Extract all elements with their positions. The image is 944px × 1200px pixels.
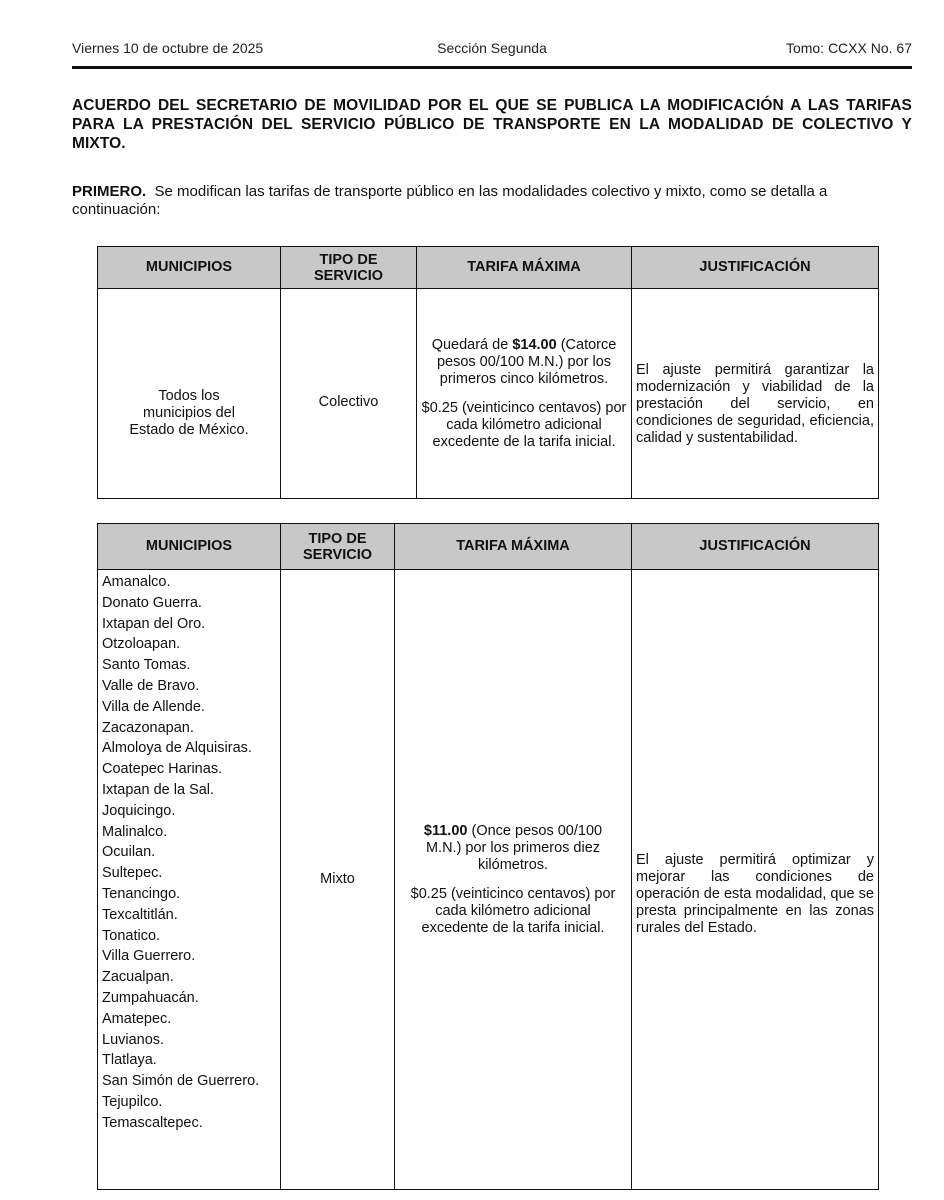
page-header: [72, 40, 912, 62]
cell-justificacion: El ajuste permitirá optimizar y mejorar las condiciones de operación de esta modalidad, que se presta principalmente en las zonas rurales del Estado.: [632, 570, 879, 1190]
article-label: PRIMERO.: [72, 183, 147, 200]
tarifa-adicional: $0.25 (veinticinco centavos) por cada kilómetro adicional excedente de la tarifa inicial.: [421, 399, 627, 450]
list-item: Joquicingo.: [102, 802, 176, 819]
tarifa-detail: (Once pesos 00/100 M.N.) por los primeros diez kilómetros.: [425, 822, 603, 873]
list-item: Ixtapan del Oro.: [102, 615, 206, 632]
list-item: Tejupilco.: [102, 1093, 163, 1110]
col-header-tarifa: TARIFA MÁXIMA: [395, 524, 632, 570]
header-date: Viernes 10 de octubre de 2025: [72, 40, 264, 56]
cell-municipios: Todos los municipios del Estado de México.: [98, 289, 281, 499]
list-item: Tenancingo.: [102, 885, 181, 902]
tarifa-amount: $11.00: [423, 822, 468, 839]
tarifa-prefix: Quedará de: [431, 336, 509, 353]
tarifa-adicional: $0.25 (veinticinco centavos) por cada kilómetro adicional excedente de la tarifa inicial.: [410, 885, 616, 936]
table-row: [98, 289, 879, 499]
municipios-list: [102, 572, 267, 1134]
list-item: Ixtapan de la Sal.: [102, 781, 215, 798]
cell-justificacion: El ajuste permitirá garantizar la modernización y viabilidad de la prestación del servicio, en condiciones de seguridad, eficiencia, calidad y sustentabilidad.: [632, 289, 879, 499]
list-item: Zumpahuacán.: [102, 989, 199, 1006]
list-item: Sultepec.: [102, 865, 163, 882]
list-item: Almoloya de Alquisiras.: [102, 740, 252, 757]
list-item: Texcaltitlán.: [102, 906, 178, 923]
cell-tipo: Colectivo: [281, 289, 417, 499]
cell-municipios-list: [98, 570, 281, 1190]
tarifa-table-mixto: [97, 523, 879, 1190]
cell-tipo: Mixto: [281, 570, 395, 1190]
list-item: Santo Tomas.: [102, 657, 191, 674]
list-item: Villa Guerrero.: [102, 948, 196, 965]
list-item: Donato Guerra.: [102, 594, 202, 611]
cell-tarifa: [395, 570, 632, 1190]
list-item: Zacualpan.: [102, 969, 174, 986]
col-header-tarifa: TARIFA MÁXIMA: [417, 247, 632, 289]
list-item: Temascaltepec.: [102, 1114, 203, 1131]
list-item: Tonatico.: [102, 927, 161, 944]
list-item: Valle de Bravo.: [102, 677, 200, 694]
col-header-municipios: MUNICIPIOS: [98, 524, 281, 570]
tarifa-detail: (Catorce pesos 00/100 M.N.) por los primeros cinco kilómetros.: [436, 336, 617, 387]
list-item: Otzoloapan.: [102, 636, 181, 653]
header-section: Sección Segunda: [437, 40, 547, 56]
col-header-tipo: TIPO DE SERVICIO: [281, 247, 417, 289]
list-item: Villa de Allende.: [102, 698, 205, 715]
list-item: Amanalco.: [102, 574, 171, 590]
table-header-row: [98, 247, 879, 289]
table-header-row: [98, 524, 879, 570]
article-primero: [72, 183, 912, 219]
article-text: Se modifican las tarifas de transporte público en las modalidades colectivo y mixto, como se detalla a continuación:: [72, 183, 828, 218]
col-header-justificacion: JUSTIFICACIÓN: [632, 247, 879, 289]
list-item: Amatepec.: [102, 1010, 172, 1027]
list-item: Coatepec Harinas.: [102, 761, 223, 778]
header-rule: [72, 66, 912, 69]
col-header-justificacion: JUSTIFICACIÓN: [632, 524, 879, 570]
list-item: Tlatlaya.: [102, 1052, 157, 1069]
table-row: [98, 570, 879, 1190]
list-item: San Simón de Guerrero.: [102, 1073, 260, 1090]
header-volume: Tomo: CCXX No. 67: [785, 40, 912, 56]
list-item: Zacazonapan.: [102, 719, 194, 736]
cell-tarifa: [417, 289, 632, 499]
tarifa-table-colectivo: [97, 246, 879, 499]
list-item: Malinalco.: [102, 823, 168, 840]
list-item: Ocuilan.: [102, 844, 156, 861]
document-title: ACUERDO DEL SECRETARIO DE MOVILIDAD POR EL QUE SE PUBLICA LA MODIFICACIÓN A LAS TARIFAS PARA LA PRESTACIÓN DEL SERVICIO PÚBLICO DE TRANSPORTE EN LA MODALIDAD DE COLECTIVO Y MIXTO.: [72, 97, 912, 152]
col-header-municipios: MUNICIPIOS: [98, 247, 281, 289]
list-item: Luvianos.: [102, 1031, 165, 1048]
col-header-tipo: TIPO DE SERVICIO: [281, 524, 395, 570]
tarifa-amount: $14.00: [512, 336, 557, 353]
